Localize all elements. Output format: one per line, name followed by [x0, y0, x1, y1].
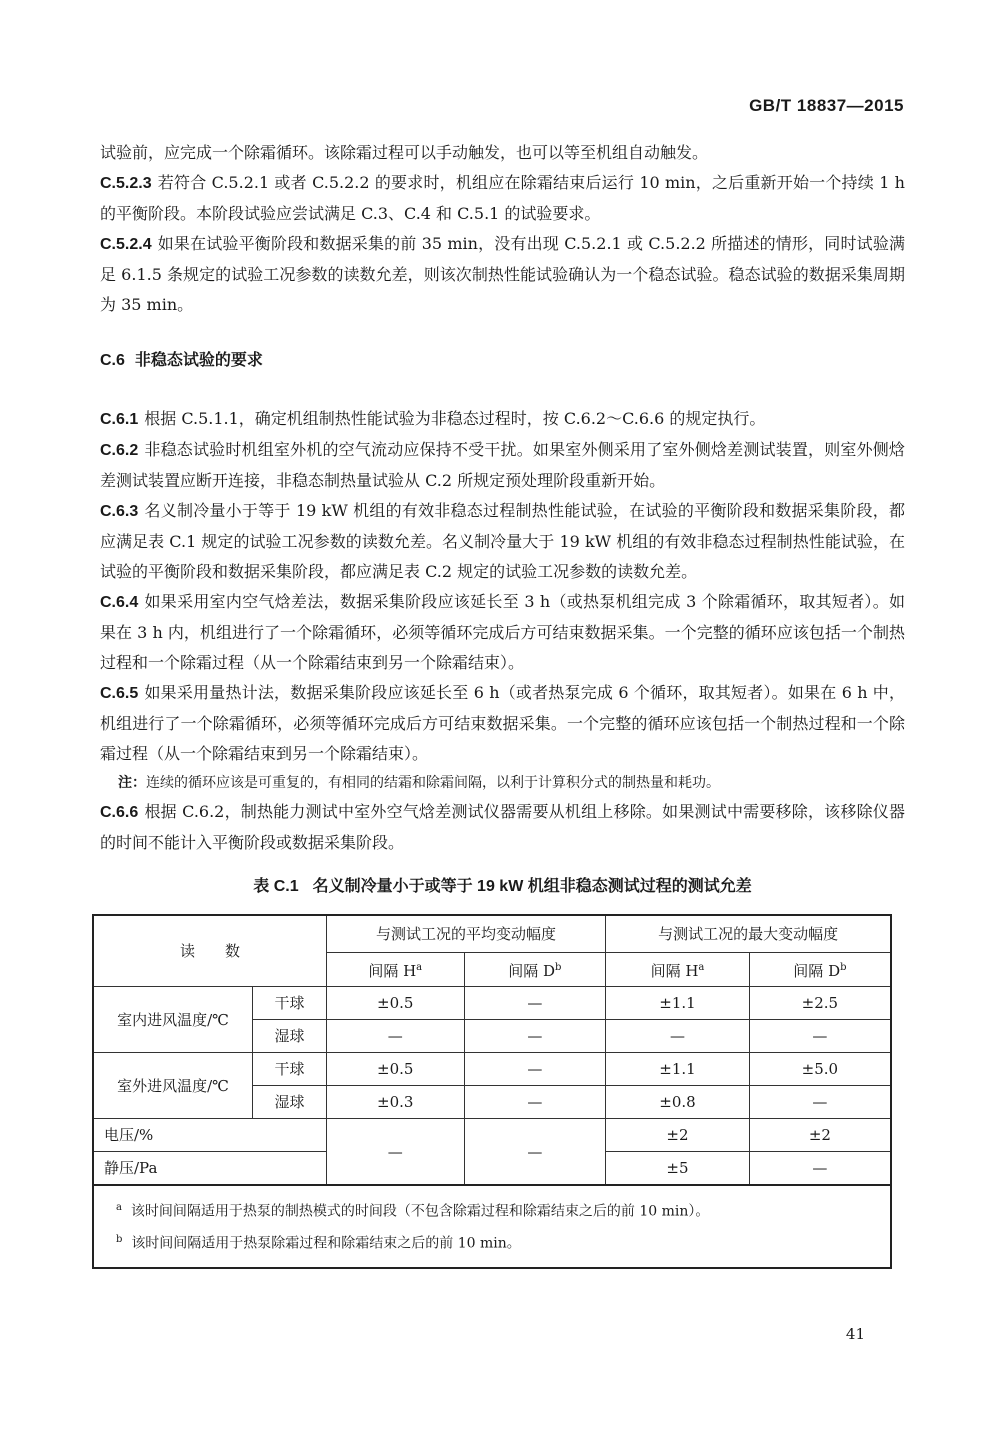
- paragraph-text: 非稳态试验时机组室外机的空气流动应保持不受干扰。如果室外侧采用了室外侧焓差测试装置，则室外侧焓差测试装置应断开连接，非稳态制热量试验从 C.2 所规定预处理阶段重新开始。: [100, 440, 905, 490]
- table-cell: ±0.5: [326, 1053, 464, 1086]
- header-average-variation: 与测试工况的平均变动幅度: [326, 915, 605, 953]
- header-reading: 读 数: [93, 915, 326, 987]
- row-sublabel-wet-bulb: 湿球: [253, 1086, 327, 1119]
- subheader-interval-d: 间隔 $D^b$: [749, 953, 891, 987]
- table-footnotes-row: [93, 1185, 891, 1268]
- subheader-interval-d: 间隔 $D^b$: [464, 953, 606, 987]
- note: [118, 769, 905, 797]
- subheader-interval-h: 间隔 $H^a$: [326, 953, 464, 987]
- clause-number: C.6.5: [100, 685, 139, 702]
- table-cell: —: [326, 1020, 464, 1053]
- row-label-voltage: 电压/%: [93, 1119, 326, 1152]
- table-title: 名义制冷量小于或等于 19 kW 机组非稳态测试过程的测试允差: [312, 878, 752, 895]
- table-cell: —: [464, 1086, 606, 1119]
- table-cell: —: [464, 1053, 606, 1086]
- row-sublabel-dry-bulb: 干球: [253, 987, 327, 1020]
- table-cell: ±2: [749, 1119, 891, 1152]
- table-cell: ±0.3: [326, 1086, 464, 1119]
- clause-number: C.6.6: [100, 804, 139, 821]
- row-label-indoor-temp: 室内进风温度/℃: [93, 987, 253, 1053]
- table-cell: ±1.1: [606, 987, 750, 1020]
- section-heading: [100, 346, 905, 376]
- row-sublabel-dry-bulb: 干球: [253, 1053, 327, 1086]
- paragraph-c-6-3: [100, 496, 905, 587]
- table-cell: ±5.0: [749, 1053, 891, 1086]
- table-cell: —: [749, 1086, 891, 1119]
- table-cell: —: [464, 987, 606, 1020]
- footnote-a: $^a$ 该时间间隔适用于热泵的制热模式的时间段（不包含除霜过程和除霜结束之后的前 10 min）。: [116, 1202, 710, 1220]
- table-row: [93, 987, 891, 1020]
- table-cell: ±2: [606, 1119, 750, 1152]
- clause-number: C.5.2.3: [100, 175, 152, 192]
- clause-number: C.5.2.4: [100, 236, 152, 253]
- paragraph-c-6-6: [100, 797, 905, 858]
- note-label: 注：: [118, 775, 146, 791]
- table-cell: —: [464, 1119, 606, 1186]
- clause-number: C.6.2: [100, 442, 139, 459]
- paragraph-c-5-2-3: [100, 168, 905, 229]
- row-sublabel-wet-bulb: 湿球: [253, 1020, 327, 1053]
- subheader-interval-h: 间隔 $H^a$: [606, 953, 750, 987]
- paragraph-text: 根据 C.5.1.1，确定机组制热性能试验为非稳态过程时，按 C.6.2～C.6.6 的规定执行。: [144, 409, 766, 428]
- paragraph-c-6-5: [100, 678, 905, 769]
- paragraph-text: 根据 C.6.2，制热能力测试中室外空气焓差测试仪器需要从机组上移除。如果测试中需要移除，该移除仪器的时间不能计入平衡阶段或数据采集阶段。: [100, 802, 905, 852]
- table-cell: —: [464, 1020, 606, 1053]
- table-cell: —: [749, 1152, 891, 1186]
- section-number: C.6: [100, 352, 125, 369]
- table-row: [93, 1053, 891, 1086]
- table-row: [93, 1119, 891, 1152]
- paragraph-text: 名义制冷量小于等于 19 kW 机组的有效非稳态过程制热性能试验，在试验的平衡阶段和数据采集阶段，都应满足表 C.1 规定的试验工况参数的读数允差。名义制冷量大于 19 kW 机组的有效非稳态过程制热性能试验，在试验的平衡阶段和数据采集阶段，都应满足表 C.2 规定的试验工况参数的读数允差。: [100, 501, 905, 581]
- table-header-row: [93, 915, 891, 953]
- table-footnotes: [93, 1185, 891, 1268]
- paragraph-c-5-2-4: [100, 229, 905, 320]
- clause-number: C.6.3: [100, 503, 139, 520]
- tolerance-table: [92, 914, 892, 1269]
- table-cell: ±0.8: [606, 1086, 750, 1119]
- clause-number: C.6.4: [100, 594, 139, 611]
- table-cell: ±1.1: [606, 1053, 750, 1086]
- paragraph-c-6-4: [100, 587, 905, 678]
- table-cell: —: [326, 1119, 464, 1186]
- footnote-b: $^b$ 该时间间隔适用于热泵除霜过程和除霜结束之后的前 10 min。: [116, 1233, 521, 1252]
- paragraph-text: 如果采用量热计法，数据采集阶段应该延长至 6 h（或者热泵完成 6 个循环，取其短者）。如果在 6 h 中，机组进行了一个除霜循环，必须等循环完成后方可结束数据采集。一个完整的循环应该包括一个制热过程和一个除霜过程（从一个除霜结束到另一个除霜结束）。: [100, 683, 905, 763]
- paragraph-text: 若符合 C.5.2.1 或者 C.5.2.2 的要求时，机组应在除霜结束后运行 10 min，之后重新开始一个持续 1 h 的平衡阶段。本阶段试验应尝试满足 C.3、C.4 和 C.5.1 的试验要求。: [100, 173, 905, 223]
- table-cell: ±2.5: [749, 987, 891, 1020]
- note-text: 连续的循环应该是可重复的，有相同的结霜和除霜间隔，以利于计算积分式的制热量和耗功。: [146, 775, 720, 791]
- table-cell: —: [749, 1020, 891, 1053]
- paragraph-text: 试验前，应完成一个除霜循环。该除霜过程可以手动触发，也可以等至机组自动触发。: [100, 143, 709, 162]
- paragraph-text: 如果采用室内空气焓差法，数据采集阶段应该延长至 3 h（或热泵机组完成 3 个除霜循环，取其短者）。如果在 3 h 内，机组进行了一个除霜循环，必须等循环完成后方可结束数据采集。一个完整的循环应该包括一个制热过程和一个除霜过程（从一个除霜结束到另一个除霜结束）。: [100, 592, 905, 672]
- header-max-variation: 与测试工况的最大变动幅度: [606, 915, 891, 953]
- table-cell: —: [606, 1020, 750, 1053]
- paragraph-c-6-1: [100, 404, 905, 435]
- clause-number: C.6.1: [100, 411, 139, 428]
- page-number: 41: [845, 1325, 865, 1343]
- table-cell: ±0.5: [326, 987, 464, 1020]
- paragraph-c-6-2: [100, 435, 905, 496]
- section-title: 非稳态试验的要求: [134, 352, 263, 369]
- paragraph: [100, 138, 905, 168]
- table-number: 表 C.1: [253, 878, 299, 895]
- standard-code: GB/T 18837—2015: [749, 96, 904, 115]
- row-label-static-pressure: 静压/Pa: [93, 1152, 326, 1186]
- row-label-outdoor-temp: 室外进风温度/℃: [93, 1053, 253, 1119]
- paragraph-text: 如果在试验平衡阶段和数据采集的前 35 min，没有出现 C.5.2.1 或 C.5.2.2 所描述的情形，同时试验满足 6.1.5 条规定的试验工况参数的读数允差，则该次制热性能试验确认为一个稳态试验。稳态试验的数据采集周期为 35 min。: [100, 234, 905, 314]
- table-cell: ±5: [606, 1152, 750, 1186]
- table-caption: [100, 872, 905, 902]
- document-body: [100, 138, 905, 1269]
